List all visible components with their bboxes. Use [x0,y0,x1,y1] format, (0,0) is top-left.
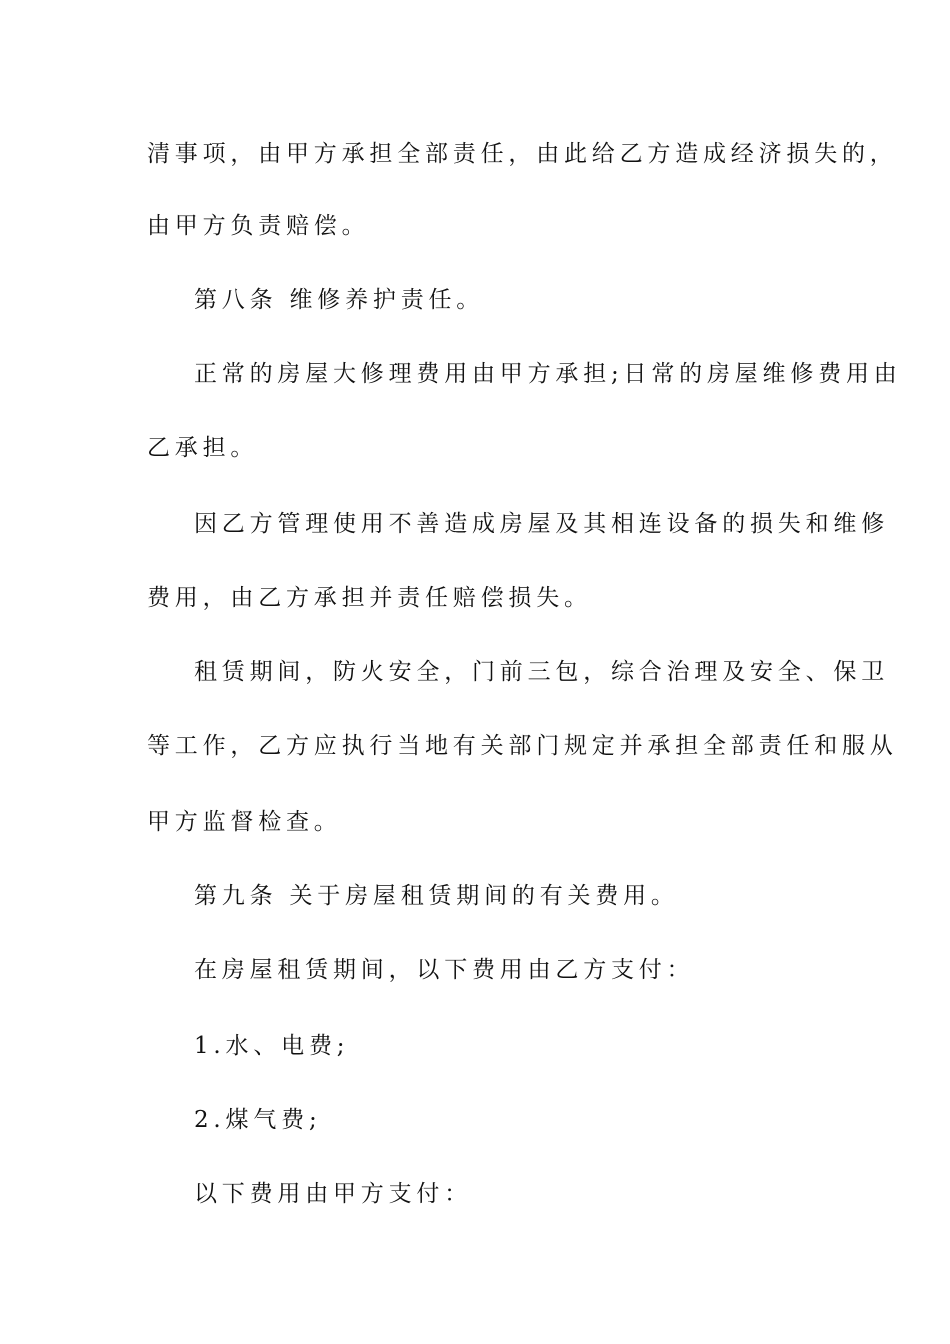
paragraph-line: 正常的房屋大修理费用由甲方承担;日常的房屋维修费用由 [194,361,902,387]
paragraph-line: 费用，由乙方承担并责任赔偿损失。 [147,585,592,611]
paragraph-line: 因乙方管理使用不善造成房屋及其相连设备的损失和维修 [194,511,889,537]
section-heading: 第九条 关于房屋租赁期间的有关费用。 [194,883,679,909]
list-item: 1.水、电费; [194,1033,350,1059]
paragraph-line: 租赁期间，防火安全，门前三包，综合治理及安全、保卫 [194,659,889,685]
list-item: 2.煤气费; [194,1107,322,1133]
paragraph-line: 乙承担。 [147,435,259,461]
section-heading: 第八条 维修养护责任。 [194,287,485,313]
paragraph-line: 由甲方负责赔偿。 [147,213,370,239]
paragraph-line: 以下费用由甲方支付： [194,1181,472,1207]
paragraph-line: 在房屋租赁期间，以下费用由乙方支付： [194,957,695,983]
paragraph-line: 等工作，乙方应执行当地有关部门规定并承担全部责任和服从 [147,733,898,759]
paragraph-line: 甲方监督检查。 [147,809,342,835]
paragraph-line: 清事项，由甲方承担全部责任，由此给乙方造成经济损失的， [147,141,898,167]
